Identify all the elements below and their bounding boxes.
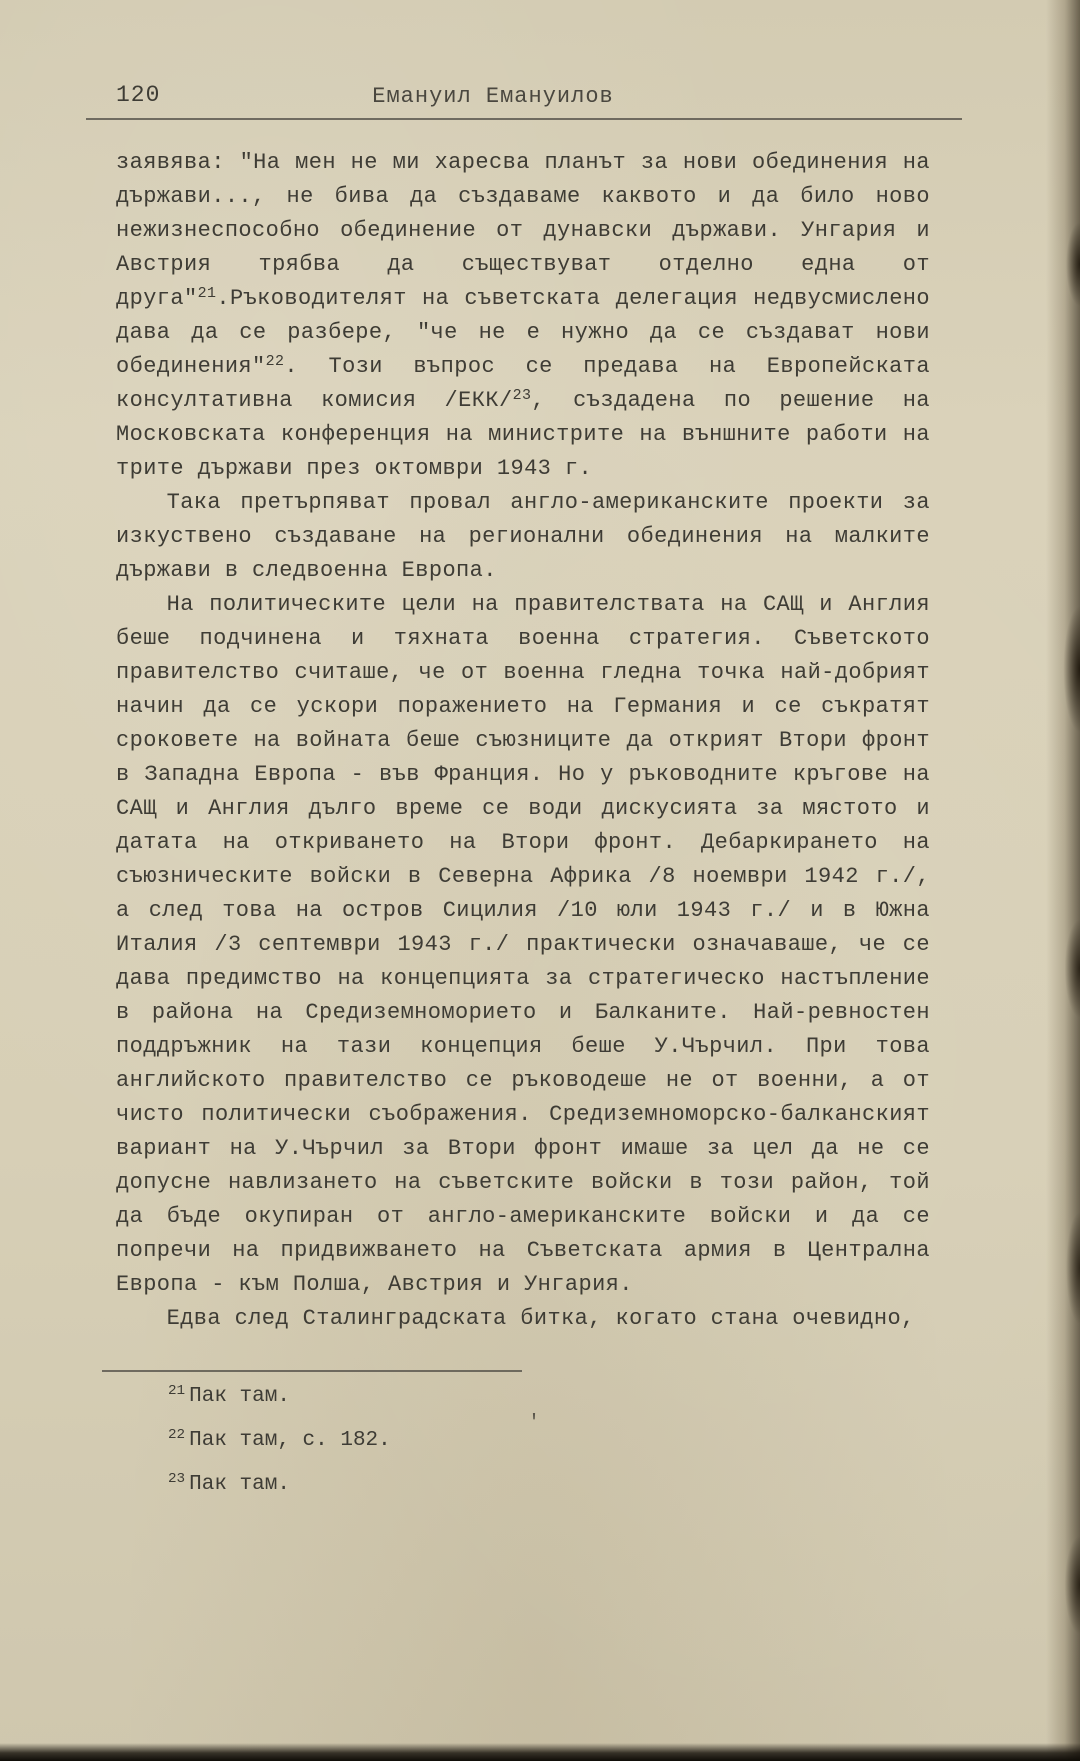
footnote-text: Пак там.	[189, 1473, 290, 1496]
footnote-reference: 21	[197, 286, 217, 302]
footnote-text: Пак там.	[189, 1385, 290, 1408]
paragraph: На политическите цели на правителствата на САЩ и Англия беше подчинена и тяхната военна стратегия. Съветското правителство считаше, че от военна гледна точка най-добрият начин да се ускори поражението на Германия и се съкратят сроковете на войната беше съюзниците да открият Втори фронт в Западна Европа - във Франция. Но у ръководните кръгове на САЩ и Англия дълго време се води дискусията за мястото и датата на откриването на Втори фронт. Дебаркирането на съюзническите войски в Северна Африка /8 ноември 1942 г./, а след това на остров Сицилия /10 юли 1943 г./ и в Южна Италия /3 септември 1943 г./ практически означаваше, че се дава предимство на концепцията за стратегическо настъпление в района на Средиземноморието и Балканите. Най-ревностен поддръжник на тази концепция беше У.Чърчил. При това английското правителство се ръководеше не от военни, а от чисто политически съображения. Средиземноморско-балканският вариант на У.Чърчил за Втори фронт имаше за цел да не се допусне навлизането на съветските войски в този район, той да бъде окупиран от англо-американските войски и да се попречи на придвижването на Съветската армия в Централна Европа - към Полша, Австрия и Унгария.	[116, 592, 930, 1297]
bottom-scan-edge	[0, 1743, 1080, 1761]
footnote-separator	[102, 1370, 522, 1372]
footnote-reference: 22	[265, 354, 285, 370]
footnote-number: 21	[168, 1383, 186, 1399]
footnote-number: 23	[168, 1471, 186, 1487]
footnote-number: 22	[168, 1427, 186, 1443]
footnote	[168, 1470, 930, 1500]
running-head-author: Емануил Емануилов	[372, 84, 614, 109]
footnote-reference: 23	[512, 388, 532, 404]
footnote	[168, 1382, 930, 1412]
scan-speck: '	[528, 1412, 541, 1435]
body-text	[116, 146, 930, 1336]
paragraph: заявява: "На мен не ми харесва планът за нови обединения на държави..., не бива да създаваме каквото и да било ново нежизнеспособно обединение от дунавски държави. Унгария и Австрия трябва да съществуват отделно една от друга"$^{21}$.Ръководителят на съветската делегация недвусмислено дава да се разбере, "че не е нужно да се създават нови обединения"$^{22}$. Този въпрос се предава на Европейската консултативна комисия /ЕКК/$^{23}$, създадена по решение на Московската конференция на министрите на външните работи на трите държави през октомври 1943 г.	[116, 150, 930, 481]
header-rule	[86, 118, 962, 120]
book-edge-shadow	[1046, 0, 1080, 1761]
paragraph: Така претърпяват провал англо-американските проекти за изкуствено създаване на регионални обединения на малките държави в следвоенна Европа.	[116, 490, 930, 583]
footnote-text: Пак там, с. 182.	[189, 1429, 391, 1452]
paragraph: Едва след Сталинградската битка, когато стана очевидно,	[166, 1306, 915, 1331]
footnote	[168, 1426, 930, 1456]
page-header	[116, 82, 930, 112]
page-number: 120	[116, 82, 161, 108]
footnotes	[116, 1382, 930, 1500]
